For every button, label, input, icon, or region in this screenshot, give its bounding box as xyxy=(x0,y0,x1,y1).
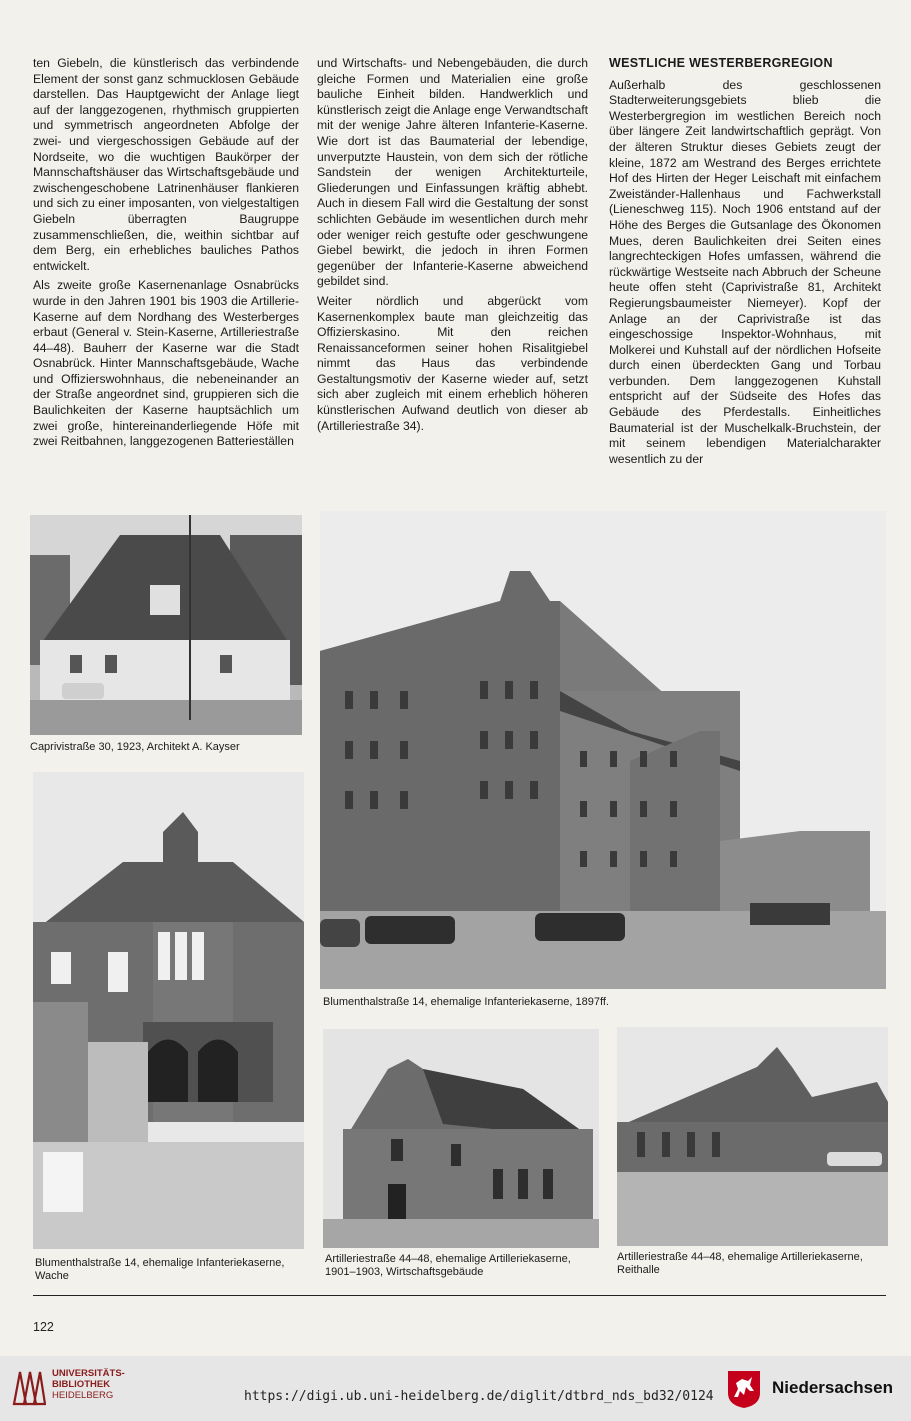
caption-wirtschaftsgebaeude xyxy=(325,1253,571,1279)
paragraph: Weiter nördlich und abgerückt vom Kasernenkomplex baute man gleichzeitig das Offizierskasino. Mit den reichen Renaissanceformen seiner hohen Risalitgiebel nimmt das Haus das verbindende Gestaltungsmotiv der Kaserne wieder auf, setzt sich aber zugleich mit einem erheblich höheren künstlerischen Aufwand deutlich von dieser ab (Artilleriestraße 34). xyxy=(317,293,588,433)
caption-line: 1901–1903, Wirtschaftsgebäude xyxy=(325,1266,484,1278)
caption-line: Artilleriestraße 44–48, ehemalige Artilleriekaserne, xyxy=(325,1253,571,1265)
paragraph: und Wirtschafts- und Nebengebäuden, die durch gleiche Formen und Materialien eine große bauliche Einheit bilden. Handwerklich und künstlerisch zeigt die Anlage enge Verwandtschaft mit der wenige Jahre älteren Infanterie-Kaserne. Wie dort ist das Baumaterial der lebendige, unverputzte Haustein, von dem sich der rötliche Sandstein der wenigen Architekturteile, Gliederungen und Einfassungen kräftig abhebt. Auch in diesem Fall wird die Gestaltung der sonst schlichten Gebäude im wesentlichen durch mehr oder weniger reich gestufte oder geschwungene Giebel bewirkt, die jedoch in ihren Formen gegenüber der Infanterie-Kaserne abweichend gebildet sind. xyxy=(317,56,589,289)
caption-villa: Caprivistraße 30, 1923, Architekt A. Kayser xyxy=(30,741,240,753)
caption-line: Blumenthalstraße 14, ehemalige Infanteriekaserne, xyxy=(35,1257,285,1269)
caption-line: Wache xyxy=(35,1270,69,1282)
text-column-left xyxy=(33,56,299,454)
viewer-footer xyxy=(0,1356,911,1421)
ub-heidelberg-logo-icon[interactable] xyxy=(10,1364,46,1412)
page-number: 122 xyxy=(33,1320,54,1334)
library-line: UNIVERSITÄTS- xyxy=(52,1368,125,1379)
library-line: BIBLIOTHEK xyxy=(52,1379,111,1390)
photo-infanteriekaserne xyxy=(320,511,886,989)
paragraph: ten Giebeln, die künstlerisch das verbindende Element der sonst ganz schmucklosen Gebäude darstellen. Das Hauptgewicht der Anlage liegt auf der langgezogenen, rhythmisch gruppierten und symmetrisch angeordneten Abfolge der zwei- und viergeschossigen Gebäude auf der Nordseite, wo die wuchtigen Baukörper der Mannschaftshäuser das Wirtschaftsgebäude und zwischengeschobene Latrinenhäuser flankieren und sich zu einer imposanten, von vielgestaltigen Giebeln überragten Baugruppe zusammenschließen, die, weithin sichtbar auf dem Berg, ein erhebliches bauliches Pathos entwickelt. xyxy=(33,56,299,273)
caption-reithalle xyxy=(617,1251,863,1277)
caption-wache xyxy=(35,1257,284,1283)
photo-reithalle xyxy=(617,1027,888,1246)
page-rule xyxy=(33,1295,886,1296)
sponsor-name[interactable]: Niedersachsen xyxy=(772,1378,893,1397)
paragraph: Außerhalb des geschlossenen Stadterweiterungsgebiets blieb die Westerbergregion im westlichen Bereich noch über längere Zeit landwirtschaftlich geprägt. Von der älteren Struktur dieses Gebiets zeugt der kleine, 1872 am Westrand des Berges errichtete Hof des Hirten der Heger Leischaft mit einfachem Zweiständer-Hallenhaus und Fachwerkstall (Lieneschweg 115). Noch 1906 entstand auf der Höhe des Berges die Gutsanlage des Ökonomen Mues, deren Baulichkeiten drei Seiten eines langrechteckigen Hofes umfassen, während die rückwärtige Westseite nach Abbruch der Scheune heute offen steht (Caprivistraße 81, Architekt Regierungsbaumeister Niemeyer). Kopf der Anlage an der Caprivistraße ist das eingeschossige Inspektor-Wohnhaus, mit Molkerei und Kuhstall auf der nördlichen Hofseite durch einen überdeckten Gang und Torbau verbunden. Dem langgezogenen Kuhstall entspricht auf der Südseite des Hofes das Gebäude des Pferdestalls. Einheitliches Baumaterial ist der Muschelkalk-Bruchstein, der mit seinem lebendigen Materialcharakter wesentlich zu der xyxy=(609,77,881,466)
photo-wache xyxy=(33,772,304,1249)
caption-line: Reithalle xyxy=(617,1264,660,1276)
caption-kaserne: Blumenthalstraße 14, ehemalige Infanteriekaserne, 1897ff. xyxy=(323,996,609,1008)
caption-line: Artilleriestraße 44–48, ehemalige Artilleriekaserne, xyxy=(617,1251,863,1263)
section-heading: WESTLICHE WESTERBERGREGION xyxy=(609,56,833,70)
text-column-middle xyxy=(317,56,588,438)
library-line: HEIDELBERG xyxy=(52,1390,114,1401)
text-column-right xyxy=(609,56,881,471)
photo-villa-caprivistrasse xyxy=(30,515,302,735)
library-name[interactable] xyxy=(52,1368,125,1401)
permalink-url[interactable]: https://digi.ub.uni-heidelberg.de/diglit/dtbrd_nds_bd32/0124 xyxy=(244,1389,714,1404)
niedersachsen-horse-icon[interactable] xyxy=(726,1369,762,1409)
paragraph: Als zweite große Kasernenanlage Osnabrücks wurde in den Jahren 1901 bis 1903 die Artillerie-Kaserne auf dem Nordhang des Westerberges erbaut (General v. Stein-Kaserne, Artilleriestraße 44–48). Bauherr der Kaserne war die Stadt Osnabrück. Hinter Mannschaftsgebäude, Wache und Offizierswohnhaus, die nebeneinander an der Straße angeordnet sind, gruppieren sich die Baulichkeiten der Kaserne hauptsächlich um zwei große, hintereinanderliegende Höfe mit zwei Reitbahnen, langgezogenen Batterieställen xyxy=(33,278,299,449)
photo-wirtschaftsgebaeude xyxy=(323,1029,599,1248)
